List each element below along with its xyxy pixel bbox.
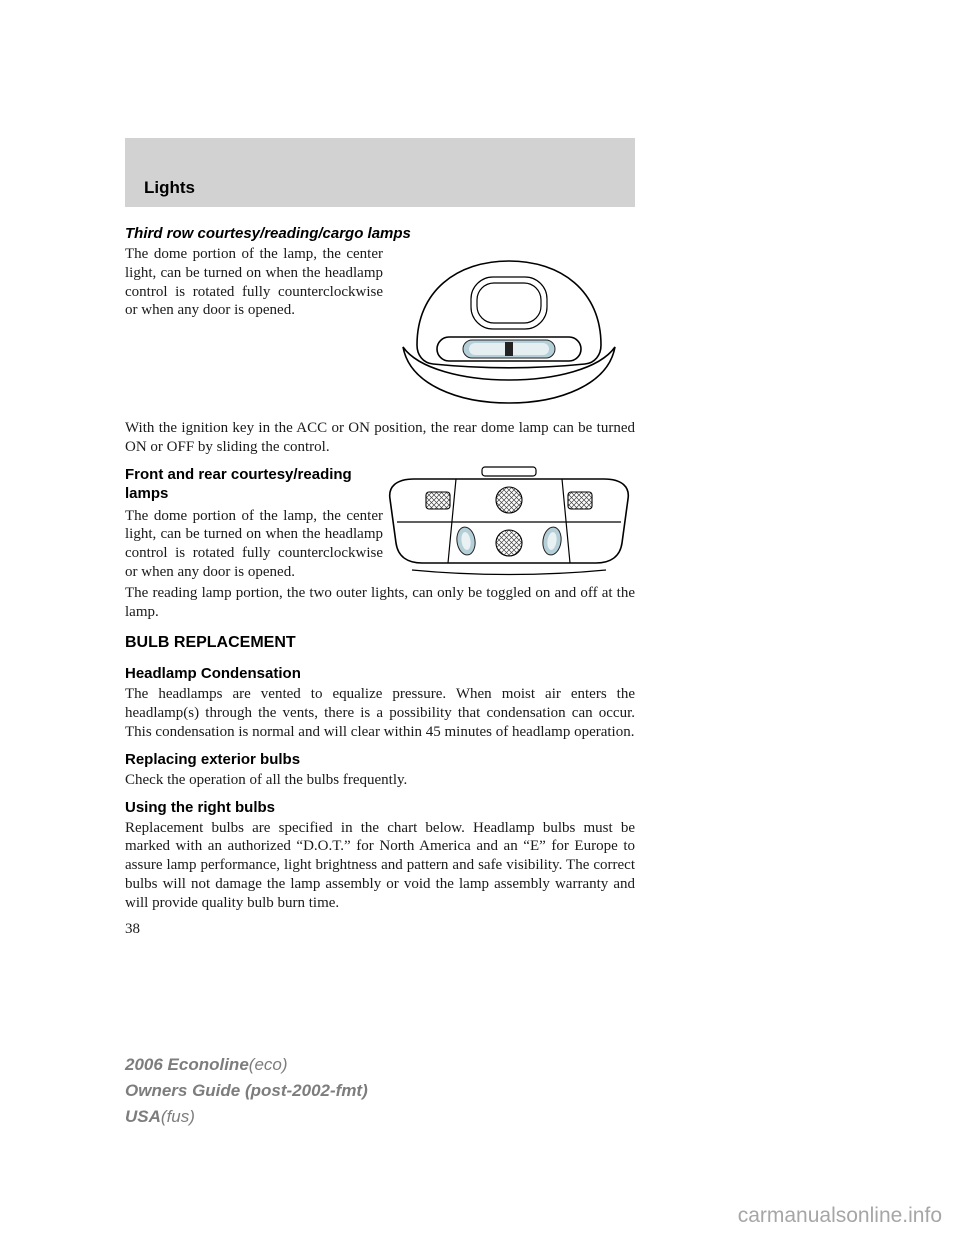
heading-using-right-bulbs: Using the right bulbs [125,798,275,816]
third-row-section [125,245,635,411]
paragraph-third-row-body: The dome portion of the lamp, the center light, can be turned on when the headlamp control is rotated fully counterclockwise or when any door is opened. [125,246,383,319]
paragraph-replacing-exterior-bulbs: Check the operation of all the bulbs frequently. [125,771,408,788]
heading-front-rear-lamps: Front and rear courtesy/reading lamps [125,465,352,502]
front-rear-courtesy-lamp-illustration [384,465,634,580]
section-header-bar [125,138,635,207]
paragraph-front-rear-body: The dome portion of the lamp, the center light, can be turned on when the headlamp control is rotated fully counterclockwise or when any door is opened. [125,507,383,580]
map-light-rear [496,530,522,556]
heading-headlamp-condensation: Headlamp Condensation [125,665,301,683]
page-footer [125,1052,368,1130]
footer-model: 2006 Econoline(eco) [125,1055,288,1074]
page-content [125,224,635,938]
paragraph-using-right-bulbs: Replacement bulbs are specified in the chart below. Headlamp bulbs must be marked with an authorized “D.O.T.” for North America and an “E” for Europe to assure lamp performance, light brightness and pattern and safe visibility. The correct bulbs will not damage the lamp assembly or void the lamp assembly warranty and will provide quality bulb burn time. [125,819,635,911]
slider-knob [505,342,513,356]
section-title: Lights [144,178,195,197]
page-number: 38 [125,920,140,937]
third-row-dome-lamp-illustration [389,245,629,411]
front-rear-section [125,465,635,582]
watermark: carmanualsonline.info [737,1204,942,1227]
paragraph-ignition-note: With the ignition key in the ACC or ON position, the rear dome lamp can be turned ON or OFF by sliding the control. [125,420,635,455]
paragraph-reading-lamp-note: The reading lamp portion, the two outer lights, can only be toggled on and off at the lamp. [125,584,635,620]
heading-third-row-lamps: Third row courtesy/reading/cargo lamps [125,225,411,242]
heading-bulb-replacement: BULB REPLACEMENT [125,634,296,652]
map-light-front [496,487,522,513]
footer-region: USA(fus) [125,1107,195,1126]
footer-guide: Owners Guide (post-2002-fmt) [125,1081,368,1100]
heading-replacing-exterior-bulbs: Replacing exterior bulbs [125,750,301,768]
paragraph-headlamp-condensation: The headlamps are vented to equalize pressure. When moist air enters the headlamp(s) through the vents, there is a possibility that condensation can occur. This condensation is normal and will clear within 45 minutes of headlamp operation. [125,686,635,740]
